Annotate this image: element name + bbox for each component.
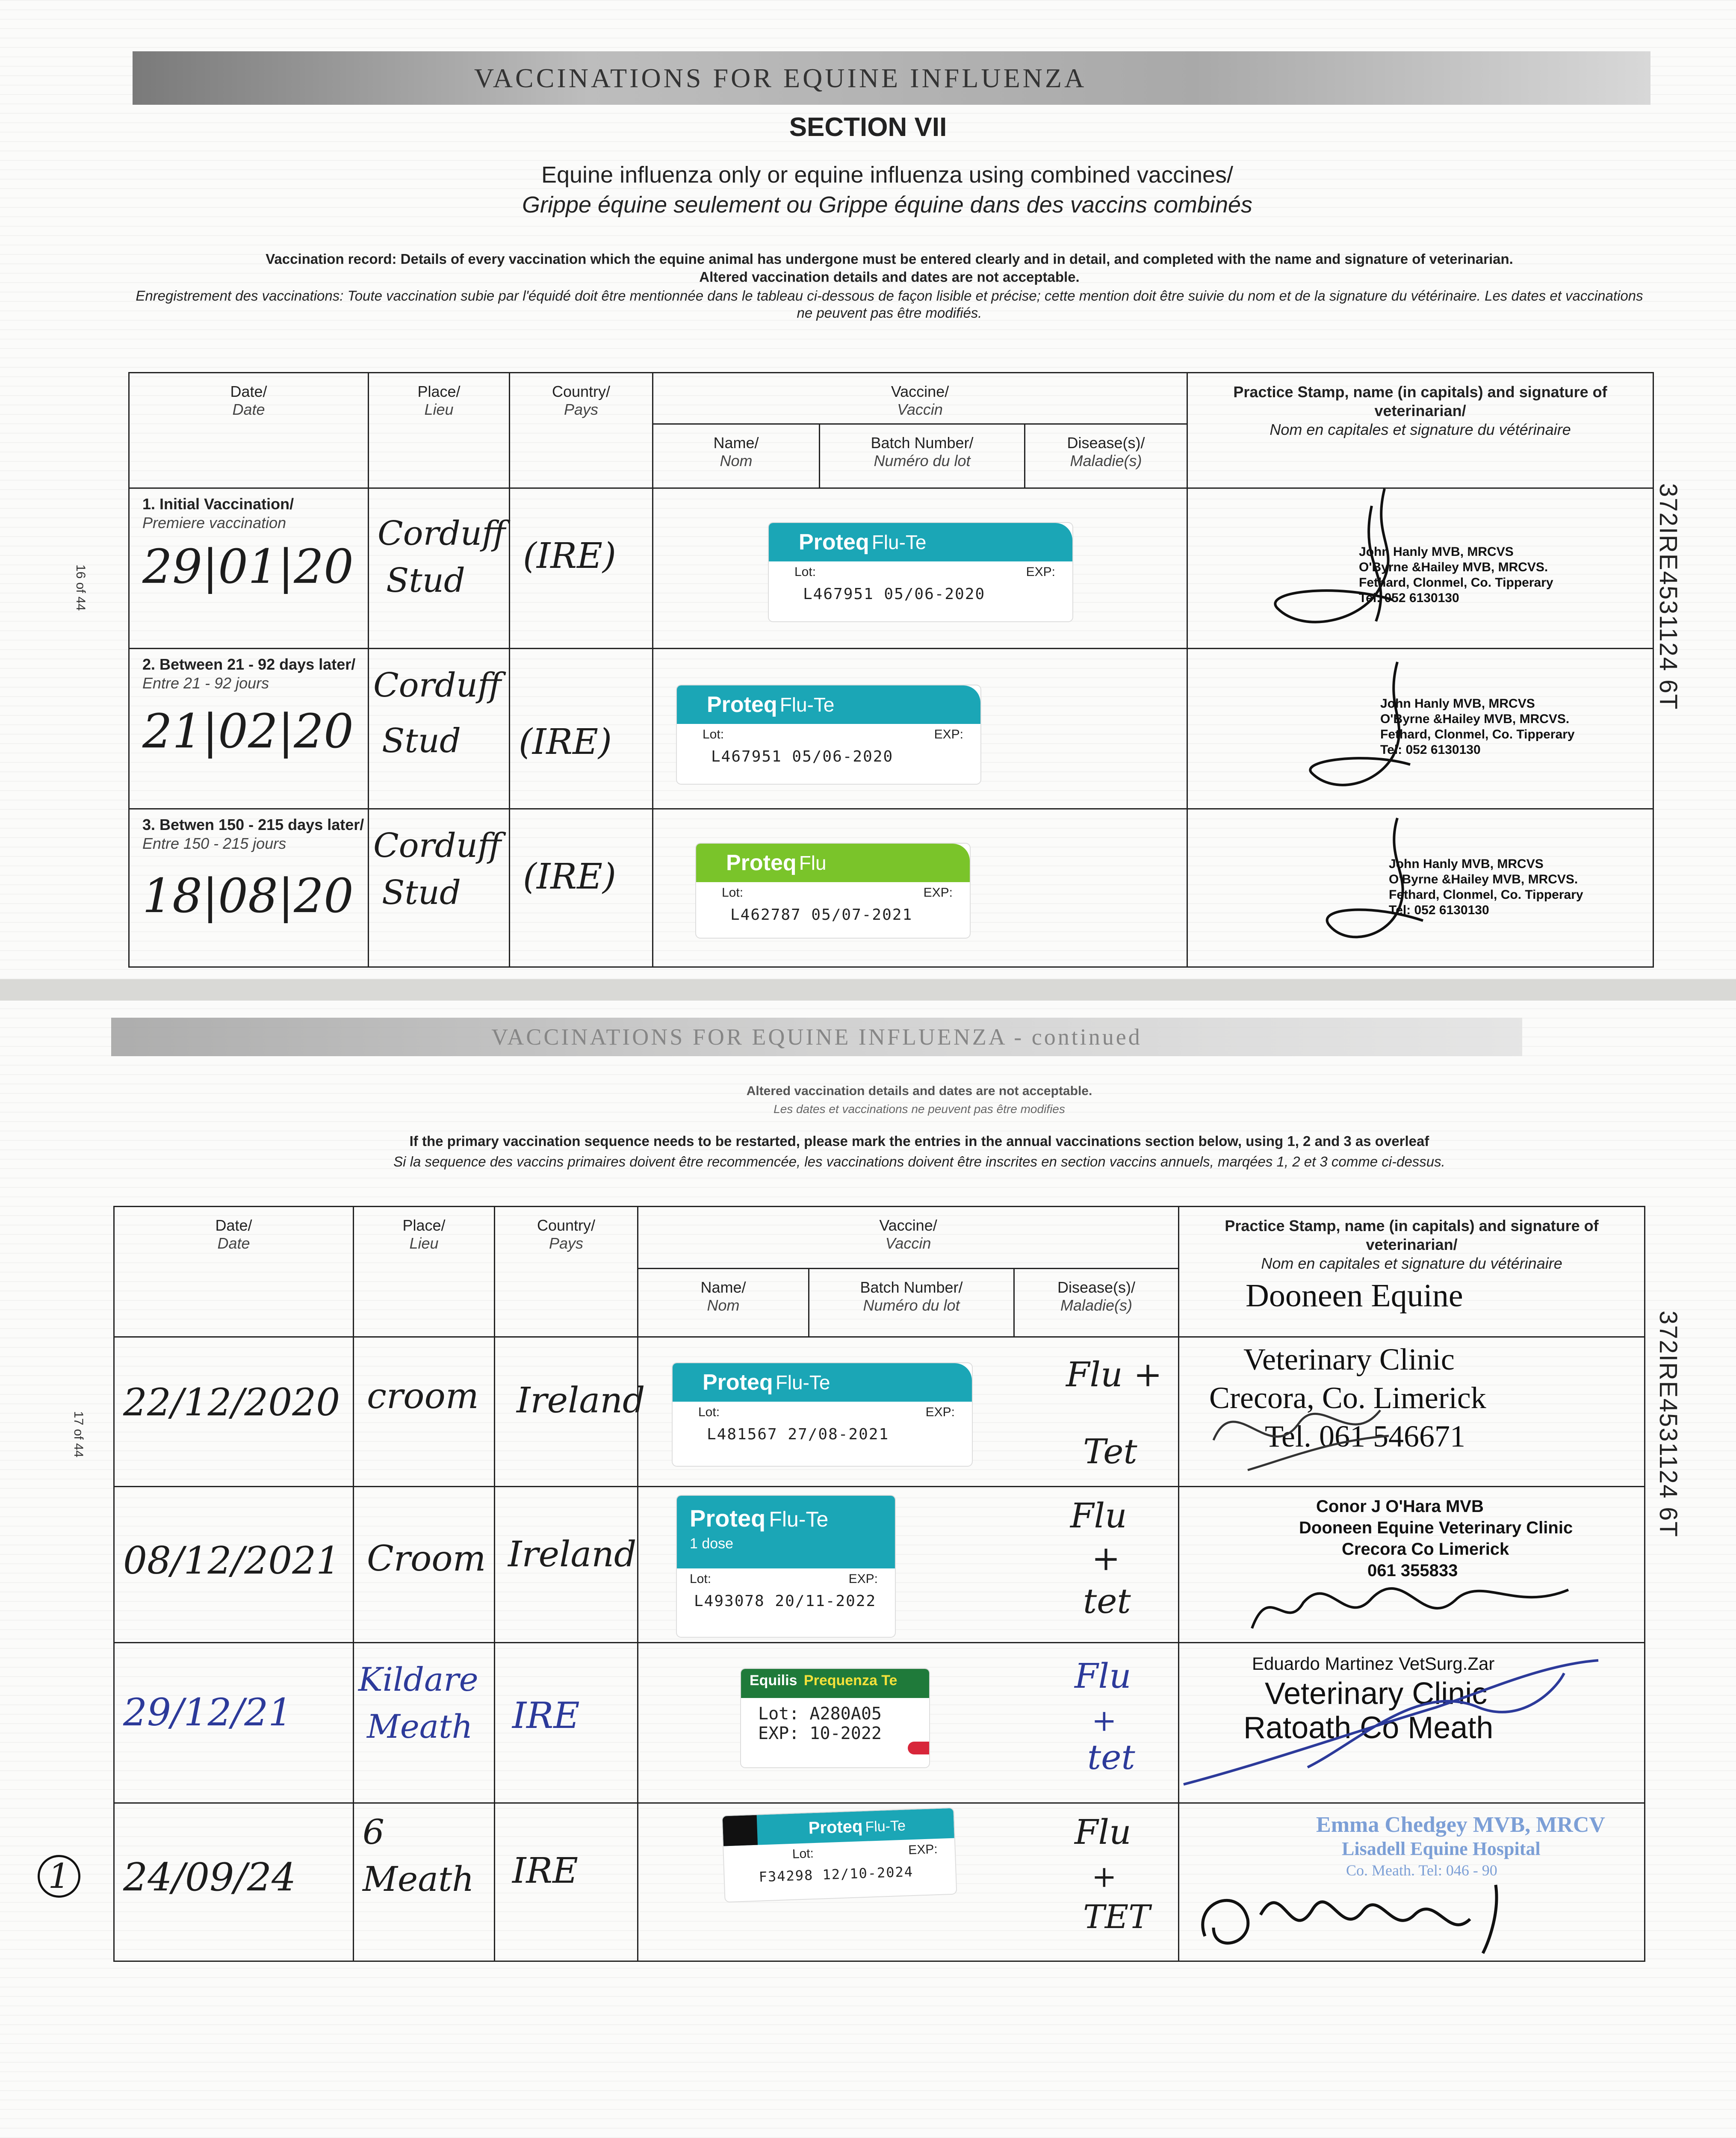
handwritten-place: Stud xyxy=(382,874,461,912)
passport-id-code: 372IRE4531124 6T xyxy=(1654,1311,1682,1538)
header-place: Place/ Lieu xyxy=(369,373,510,488)
batch-lot-text: L462787 05/07-2021 xyxy=(730,906,913,924)
date-cell xyxy=(114,1337,354,1487)
handwritten-disease: + xyxy=(1092,1703,1117,1738)
practice-cell xyxy=(1179,1487,1645,1643)
restart-marker: 1 xyxy=(38,1855,80,1898)
vet-signature xyxy=(1252,480,1466,643)
batch-lot-text: L467951 05/06-2020 xyxy=(803,585,986,603)
batch-lot-text: F34298 12/10-2024 xyxy=(759,1863,914,1885)
handwritten-disease: Tet xyxy=(1083,1432,1137,1471)
clinic-stamp-line: Crecora, Co. Limerick xyxy=(1209,1381,1486,1415)
handwritten-place: Corduff xyxy=(378,514,506,553)
sticker-brand-band: Proteq Flu-Te xyxy=(677,685,980,724)
header-vaccine: Vaccine/ Vaccin xyxy=(638,1207,1179,1269)
header-diseases: Disease(s)/ Maladie(s) xyxy=(1014,1269,1179,1337)
header-country: Country/ Pays xyxy=(510,373,653,488)
place-cell xyxy=(369,649,510,809)
vet-stamp: John Hanly MVB, MRCVS O'Byrne &Hailey MVB, MRCVS. Fethard, Clonmel, Co. Tipperary Tel: 052 6130130 xyxy=(1380,697,1575,757)
header-vaccine-name: Name/ Nom xyxy=(653,424,820,488)
batch-lot-text: L481567 27/08-2021 xyxy=(707,1426,889,1443)
place-cell xyxy=(369,809,510,967)
vaccine-cell xyxy=(653,649,1187,809)
handwritten-country: IRE xyxy=(512,1695,580,1736)
vet-stamp: Ratoath Co Meath xyxy=(1243,1711,1494,1745)
header-vaccine: Vaccine/ Vaccin xyxy=(653,373,1187,424)
passport-id-code: 372IRE4531124 6T xyxy=(1654,483,1682,710)
date-cell xyxy=(114,1487,354,1643)
handwritten-disease: tet xyxy=(1083,1581,1131,1621)
handwritten-place: Stud xyxy=(382,722,461,760)
handwritten-disease: TET xyxy=(1083,1898,1150,1936)
place-cell xyxy=(354,1803,495,1961)
subtitle-fr: Grippe équine seulement ou Grippe équine dans des vaccins combinés xyxy=(522,192,1253,218)
vet-stamp: Veterinary Clinic xyxy=(1265,1677,1488,1711)
handwritten-place: 6 xyxy=(363,1812,384,1852)
vaccine-cell xyxy=(638,1487,1179,1643)
table-row xyxy=(114,1487,1645,1643)
handwritten-disease: Flu xyxy=(1075,1812,1131,1852)
table-row xyxy=(129,649,1653,809)
handwritten-place: Kildare xyxy=(358,1660,478,1698)
header-diseases: Disease(s)/ Maladie(s) xyxy=(1025,424,1187,488)
handwritten-disease: tet xyxy=(1087,1737,1135,1777)
sticker-brand-band: Proteq Flu xyxy=(696,844,970,882)
place-cell xyxy=(354,1643,495,1803)
restart-instructions-fr: Si la sequence des vaccins primaires doivent être recommencée, les vaccinations doivent être inscrites en section vaccins annuels, marqées 1, 2 et 3 comme ci-dessus. xyxy=(393,1154,1445,1169)
handwritten-country: (IRE) xyxy=(523,856,616,897)
ghost-section-banner: VACCINATIONS FOR EQUINE INFLUENZA - continued xyxy=(111,1018,1522,1056)
vaccine-sticker: Proteq Flu-Te Lot: EXP: L467951 05/06-2020 xyxy=(677,685,980,784)
date-cell xyxy=(48,1803,354,1961)
vet-signature xyxy=(1286,809,1500,955)
clinic-stamp-line: Dooneen Equine xyxy=(1246,1278,1463,1314)
table-row xyxy=(129,809,1653,967)
handwritten-place: Stud xyxy=(386,561,465,600)
page-number: 16 of 44 xyxy=(74,564,88,611)
place-cell xyxy=(369,488,510,649)
place-cell xyxy=(354,1487,495,1643)
vaccine-sticker: Proteq Flu-Te 1 dose Lot: EXP: L493078 20/11-2022 xyxy=(677,1496,895,1637)
handwritten-country: (IRE) xyxy=(523,536,616,576)
header-practice: Practice Stamp, name (in capitals) and signature of veterinarian/ Nom en capitales et signature du vétérinaire Dooneen Equine xyxy=(1179,1207,1645,1337)
practice-cell xyxy=(1179,1803,1645,1961)
handwritten-place: Meath xyxy=(367,1707,473,1745)
batch-exp-text: 10-2022 xyxy=(809,1724,882,1743)
page-gutter xyxy=(0,979,1736,1001)
handwritten-country: IRE xyxy=(512,1851,578,1891)
batch-lot-text: L467951 05/06-2020 xyxy=(711,748,894,765)
handwritten-disease: + xyxy=(1092,1859,1117,1894)
vaccine-cell xyxy=(638,1337,1179,1487)
batch-lot-text: L493078 20/11-2022 xyxy=(694,1592,877,1610)
handwritten-disease: Flu xyxy=(1070,1496,1127,1536)
header-date: Date/ Date xyxy=(114,1207,354,1337)
country-cell xyxy=(510,488,653,649)
handwritten-country: Ireland xyxy=(517,1380,645,1421)
practice-cell xyxy=(1179,1337,1645,1487)
primary-vaccination-table xyxy=(128,372,1654,968)
country-cell xyxy=(495,1803,638,1961)
subtitle-en: Equine influenza only or equine influenza using combined vaccines/ xyxy=(541,162,1234,188)
vet-signature xyxy=(1243,1564,1585,1641)
handwritten-disease: + xyxy=(1092,1539,1121,1578)
country-cell xyxy=(510,809,653,967)
handwritten-place: Croom xyxy=(367,1539,486,1579)
handwritten-date: 21|02|20 xyxy=(142,704,354,759)
vaccine-cell xyxy=(653,809,1187,967)
vet-signature xyxy=(1188,1851,1573,1958)
place-cell xyxy=(354,1337,495,1487)
vet-signature xyxy=(1179,1656,1607,1793)
date-cell: 2. Between 21 - 92 days later/ Entre 21 - 92 jours 21|02|20 xyxy=(129,649,369,809)
sticker-black-tab xyxy=(723,1815,758,1846)
vet-stamp: Conor J O'Hara MVB Dooneen Equine Veterinary Clinic Crecora Co Limerick 061 355833 xyxy=(1299,1497,1573,1580)
header-place: Place/ Lieu xyxy=(354,1207,495,1337)
vet-stamp: John Hanly MVB, MRCVS O'Byrne &Hailey MVB, MRCVS. Fethard, Clonmel, Co. Tipperary Tel: 052 6130130 xyxy=(1359,545,1553,605)
handwritten-place: croom xyxy=(367,1376,479,1417)
passport-page-16 xyxy=(0,0,1736,979)
table-row xyxy=(114,1803,1645,1961)
vaccine-cell xyxy=(638,1643,1179,1803)
section-title: SECTION VII xyxy=(789,112,947,142)
vet-stamp: John Hanly MVB, MRCVS O'Byrne &Hailey MVB, MRCVS. Fethard, Clonmel, Co. Tipperary Tel: 052 6130130 xyxy=(1389,857,1583,917)
header-vaccine-name: Name/ Nom xyxy=(638,1269,809,1337)
country-cell xyxy=(495,1337,645,1487)
vaccine-cell xyxy=(638,1803,1179,1961)
handwritten-place: Corduff xyxy=(373,827,502,865)
clinic-stamp-line: Lisadell Equine Hospital xyxy=(1342,1838,1541,1859)
country-cell xyxy=(495,1487,638,1643)
table-row xyxy=(114,1337,1645,1487)
page-number: 17 of 44 xyxy=(71,1411,86,1458)
handwritten-date: 22/12/2020 xyxy=(123,1380,340,1424)
sticker-brand-band: Proteq Flu-Te xyxy=(723,1808,954,1846)
vet-signature xyxy=(1196,1372,1453,1483)
vaccine-sticker: Proteq Flu-Te Lot: EXP: L481567 27/08-2021 xyxy=(673,1363,972,1466)
practice-cell xyxy=(1187,649,1653,809)
sticker-brand-band: Proteq Flu-Te xyxy=(769,523,1072,561)
country-cell xyxy=(495,1643,638,1803)
country-cell xyxy=(510,649,653,809)
vaccine-sticker: Proteq Flu-Te Lot: EXP: F34298 12/10-2024 xyxy=(723,1808,957,1902)
clinic-stamp-line: Veterinary Clinic xyxy=(1243,1342,1455,1376)
date-cell: 3. Betwen 150 - 215 days later/ Entre 150 - 215 jours 18|08|20 xyxy=(129,809,369,967)
handwritten-date: 24/09/24 xyxy=(123,1855,296,1900)
practice-cell xyxy=(1187,488,1653,649)
handwritten-disease: Flu + xyxy=(1066,1355,1163,1394)
vaccine-sticker: Proteq Flu Lot: EXP: L462787 05/07-2021 xyxy=(696,844,970,938)
handwritten-date: 08/12/2021 xyxy=(123,1539,340,1583)
practice-cell xyxy=(1179,1643,1645,1803)
vet-stamp: Eduardo Martinez VetSurg.Zar xyxy=(1252,1654,1495,1674)
header-country: Country/ Pays xyxy=(495,1207,638,1337)
sticker-brand-band: Proteq Flu-Te 1 dose xyxy=(677,1496,895,1568)
date-cell xyxy=(114,1643,354,1803)
handwritten-place: Corduff xyxy=(373,666,502,705)
sticker-brand-band: Proteq Flu-Te xyxy=(673,1363,972,1402)
handwritten-place: Meath xyxy=(363,1859,474,1899)
handwritten-date: 29/12/21 xyxy=(123,1690,292,1734)
handwritten-country: (IRE) xyxy=(519,722,612,762)
restart-instructions-en: If the primary vaccination sequence needs to be restarted, please mark the entries in the annual vaccinations section below, using 1, 2 and 3 as overleaf xyxy=(409,1133,1429,1149)
clinic-stamp-line: Tel. 061 546671 xyxy=(1265,1419,1465,1453)
altered-warning-fr: Les dates et vaccinations ne peuvent pas être modifies xyxy=(774,1102,1065,1116)
header-practice: Practice Stamp, name (in capitals) and signature of veterinarian/ Nom en capitales et signature du vétérinaire xyxy=(1187,373,1653,488)
sticker-brand-band: Equilis Prequenza Te xyxy=(741,1669,929,1698)
header-date: Date/ Date xyxy=(129,373,369,488)
vaccine-cell xyxy=(653,488,1187,649)
vaccine-sticker: Proteq Flu-Te Lot: EXP: L467951 05/06-2020 xyxy=(769,523,1072,621)
handwritten-disease: Flu xyxy=(1075,1656,1131,1696)
date-cell: 1. Initial Vaccination/ Premiere vaccination 29|01|20 xyxy=(129,488,369,649)
handwritten-country: Ireland xyxy=(508,1534,637,1575)
table-row xyxy=(129,488,1653,649)
record-instructions-en: Vaccination record: Details of every vaccination which the equine animal has undergone must be entered clearly and in detail, and completed with the name and signature of veterinarian. Altered vaccination details and dates are not acceptable. xyxy=(266,251,1513,285)
table-row xyxy=(114,1643,1645,1803)
record-instructions-fr: Enregistrement des vaccinations: Toute vaccination subie par l'équidé doit être mentionnée dans le tableau ci-dessous de façon lisible et précise; cette mention doit être suivie du nom et de la signature du vétérinaire. Les dates et vaccinations ne peuvent pas être modifiés. xyxy=(136,288,1643,321)
sticker-red-tab xyxy=(908,1742,929,1754)
clinic-stamp-line: Emma Chedgey MVB, MRCV xyxy=(1316,1813,1605,1837)
handwritten-date: 29|01|20 xyxy=(142,539,354,594)
vaccine-sticker: Equilis Prequenza Te Lot: A280A05 EXP: 10-2022 xyxy=(741,1669,929,1767)
practice-cell xyxy=(1187,809,1653,967)
vet-signature xyxy=(1273,658,1487,803)
batch-lot-text: A280A05 xyxy=(809,1704,882,1724)
handwritten-date: 18|08|20 xyxy=(142,868,354,923)
header-batch-number: Batch Number/ Numéro du lot xyxy=(820,424,1025,488)
section-banner: VACCINATIONS FOR EQUINE INFLUENZA xyxy=(133,51,1650,105)
header-batch-number: Batch Number/ Numéro du lot xyxy=(809,1269,1014,1337)
clinic-stamp-line: Co. Meath. Tel: 046 - 90 xyxy=(1346,1862,1497,1879)
altered-warning-en: Altered vaccination details and dates are not acceptable. xyxy=(746,1084,1092,1098)
